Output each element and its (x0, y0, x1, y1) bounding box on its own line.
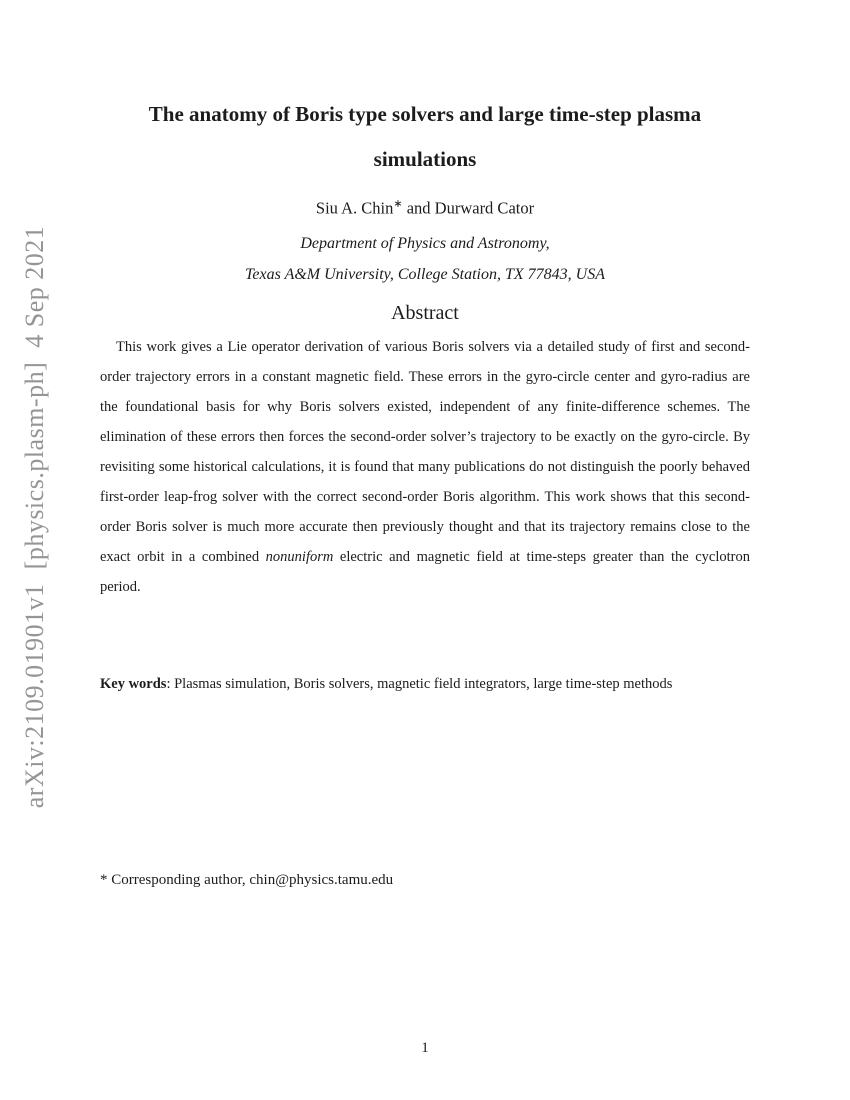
abstract-text (100, 332, 750, 602)
footnote-text: Corresponding author, chin@physics.tamu.edu (107, 872, 394, 888)
affiliation (100, 228, 750, 290)
keywords-list: : Plasmas simulation, Boris solvers, magnetic field integrators, large time-step methods (166, 676, 673, 692)
paper-title-line2: simulations (373, 147, 477, 171)
author-name-2: and Durward Cator (402, 198, 535, 218)
keywords-line (100, 676, 750, 693)
keywords-label: Key words (100, 676, 167, 692)
affiliation-line2: Texas A&M University, College Station, TX 77843, USA (245, 265, 605, 283)
abstract-part1: This work gives a Lie operator derivation of various Boris solvers via a detailed study of first and second-order trajectory errors in a constant magnetic field. These errors in the gyro-circle center and gyro-radius are the foundational basis for why Boris solvers existed, independent of any finite-difference schemes. The elimination of these errors then forces the second-order solver’s trajectory to be exactly on the gyro-circle. By revisiting some historical calculations, it is found that many publications do not distinguish the poorly behaved first-order leap-frog solver with the correct second-order Boris algorithm. This work shows that this second-order Boris solver is much more accurate then previously thought and that its trajectory remains close to the exact orbit in a combined (100, 338, 750, 565)
abstract-italic-word: nonuniform (265, 548, 334, 565)
corresponding-author-asterisk: ∗ (393, 198, 403, 210)
affiliation-line1: Department of Physics and Astronomy, (300, 234, 550, 252)
abstract-part2: electric and magnetic field at time-steps greater than the cyclotron period. (100, 548, 750, 595)
footnote-asterisk: * (100, 872, 108, 888)
paper-title (100, 92, 750, 182)
author-line (100, 197, 750, 219)
abstract-heading: Abstract (391, 301, 459, 324)
arxiv-watermark: arXiv:2109.01901v1 [physics.plasm-ph] 4 Sep 2021 (20, 225, 49, 809)
author-name-1: Siu A. Chin (315, 198, 394, 218)
page-number: 1 (421, 1040, 429, 1056)
paper-content (100, 0, 750, 602)
corresponding-author-footnote (100, 872, 750, 889)
paper-title-line1: The anatomy of Boris type solvers and large time-step plasma (148, 102, 702, 126)
